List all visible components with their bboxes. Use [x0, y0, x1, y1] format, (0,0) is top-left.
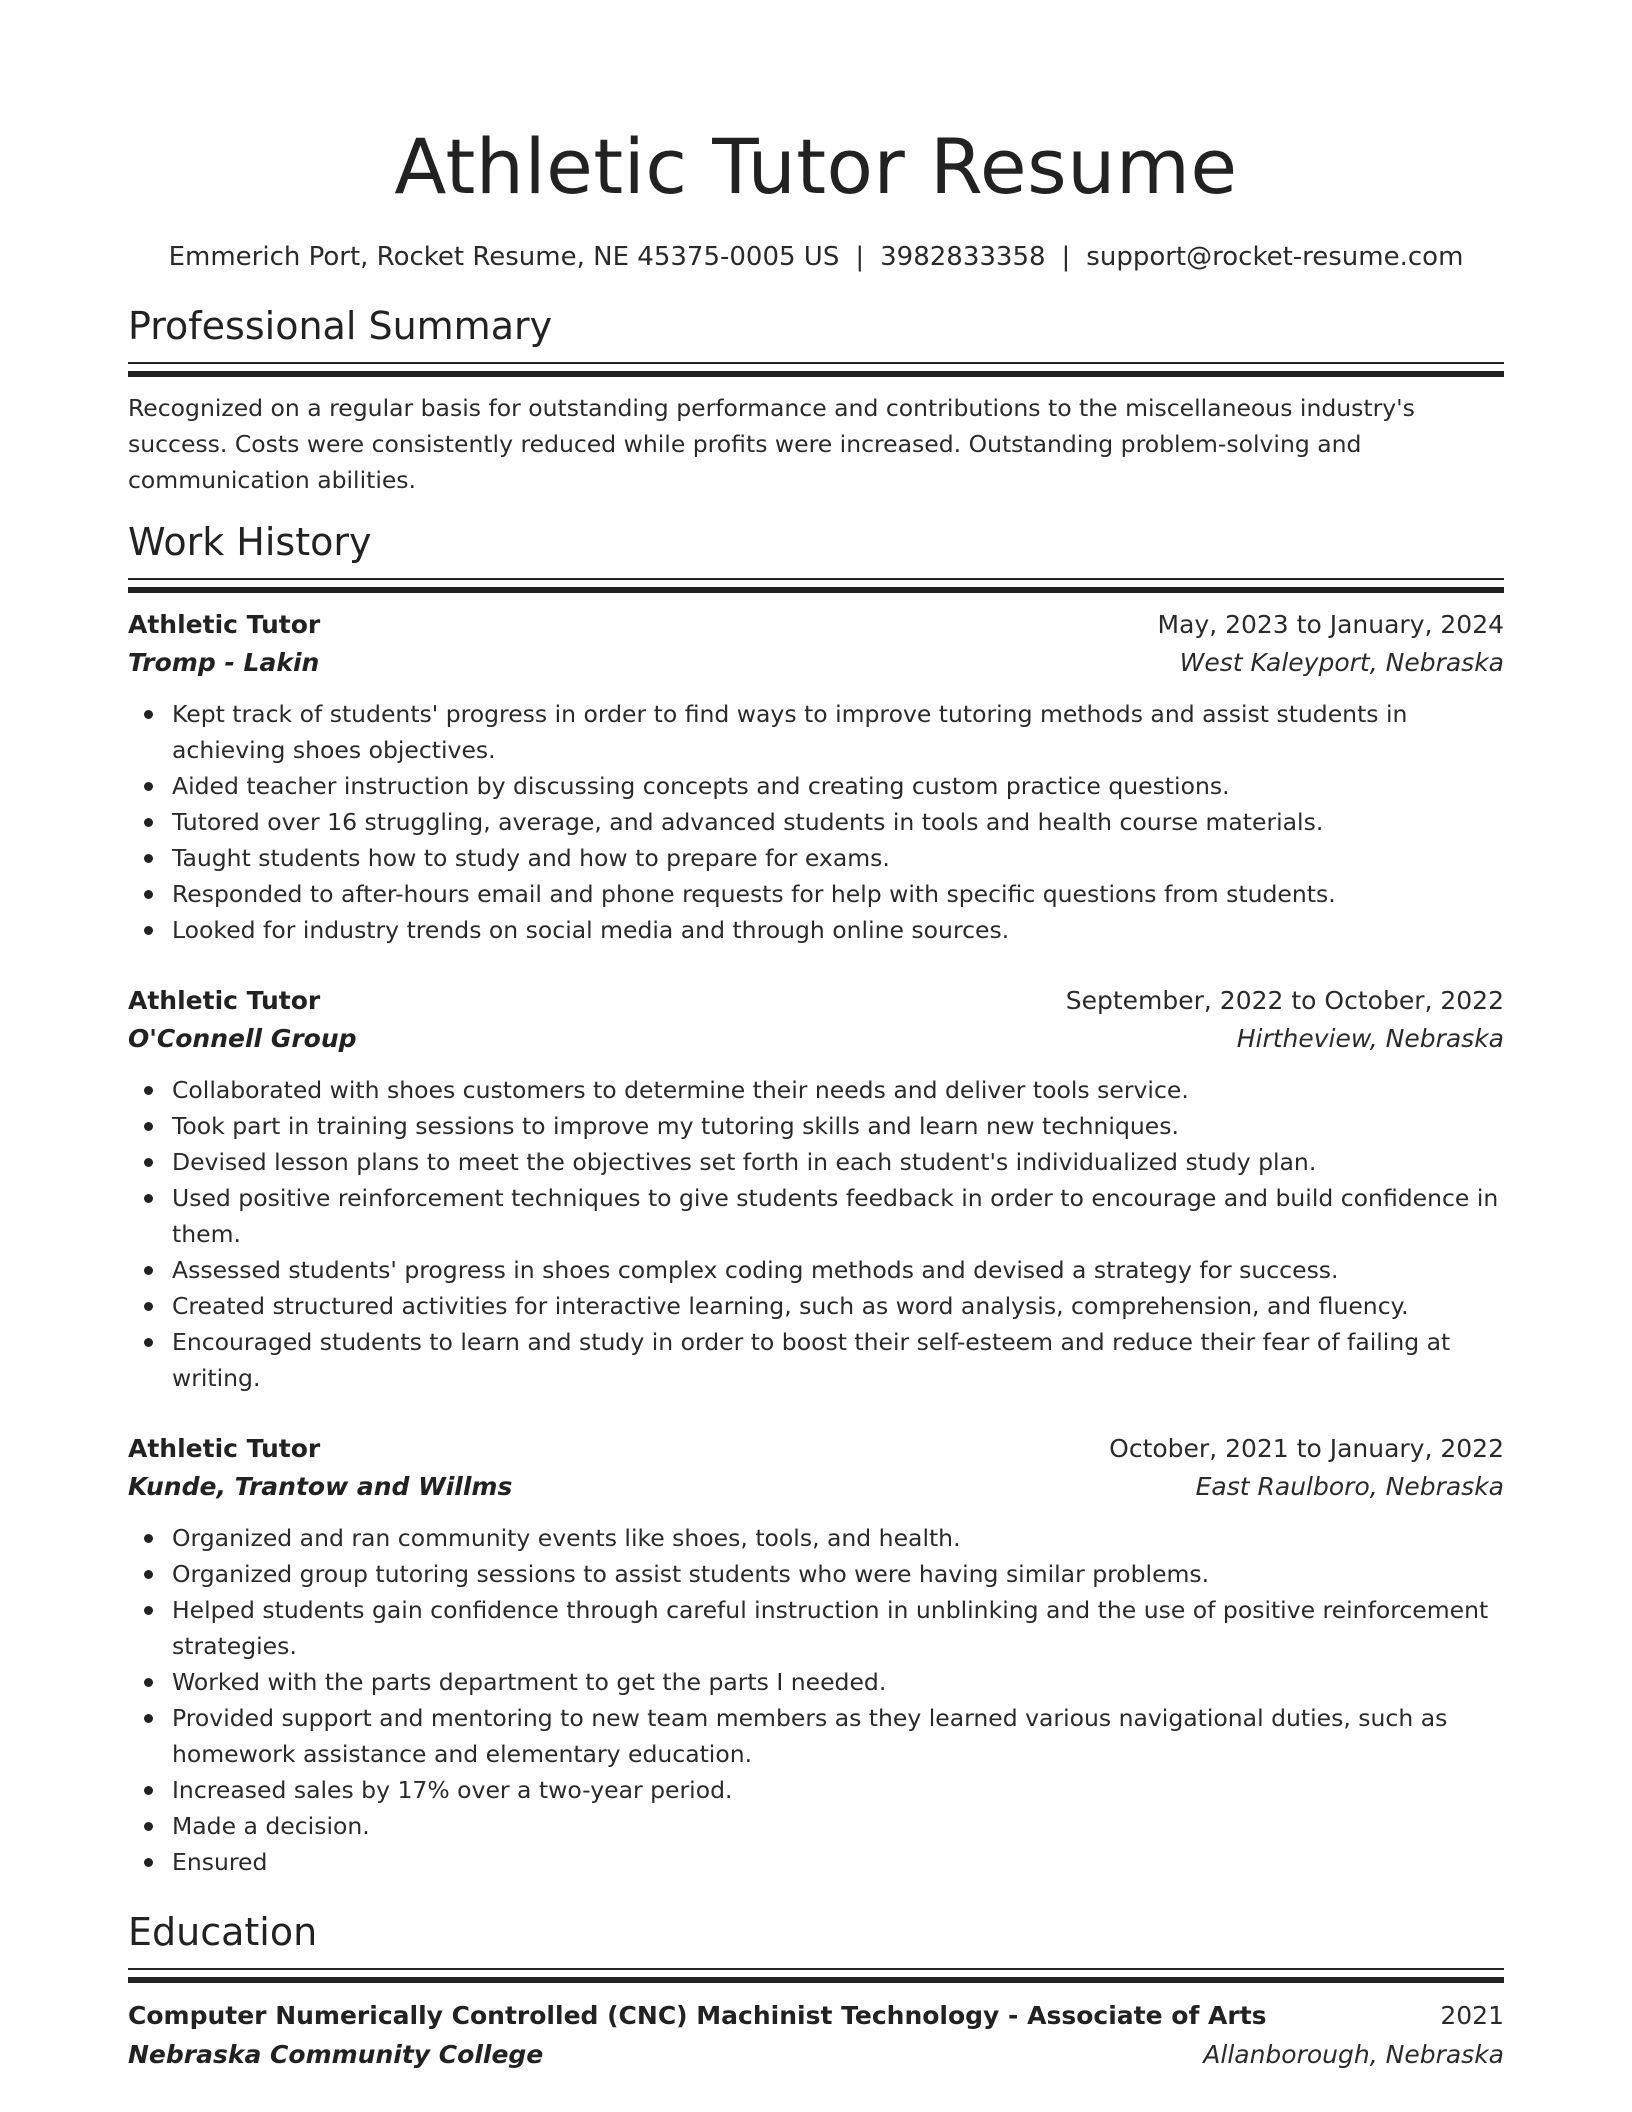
contact-separator: | — [855, 242, 865, 272]
bullet-item: Organized and ran community events like shoes, tools, and health. — [172, 1520, 1504, 1556]
job-entry — [128, 1430, 1504, 1880]
job-location: Hirtheview, Nebraska — [1236, 1024, 1504, 1053]
contact-separator: | — [1061, 242, 1071, 272]
resume-page — [128, 0, 1504, 2074]
bullet-item: Devised lesson plans to meet the objectives set forth in each student's individualized study plan. — [172, 1144, 1504, 1180]
bullet-item: Increased sales by 17% over a two-year period. — [172, 1772, 1504, 1808]
job-title: Athletic Tutor — [128, 1434, 321, 1463]
bullet-item: Looked for industry trends on social media and through online sources. — [172, 912, 1504, 948]
job-entry — [128, 606, 1504, 948]
education-entry — [128, 1996, 1504, 2074]
bullet-item: Worked with the parts department to get the parts I needed. — [172, 1664, 1504, 1700]
bullet-item: Tutored over 16 struggling, average, and advanced students in tools and health course materials. — [172, 804, 1504, 840]
job-location: East Raulboro, Nebraska — [1195, 1472, 1504, 1501]
bullet-item: Kept track of students' progress in order to find ways to improve tutoring methods and assist students in achieving shoes objectives. — [172, 696, 1504, 768]
work-history-section — [128, 518, 1504, 1880]
bullet-item: Helped students gain confidence through careful instruction in unblinking and the use of positive reinforcement strategies. — [172, 1592, 1504, 1664]
education-degree: Computer Numerically Controlled (CNC) Machinist Technology - Associate of Arts — [128, 2001, 1267, 2030]
bullet-item: Collaborated with shoes customers to determine their needs and deliver tools service. — [172, 1072, 1504, 1108]
section-divider — [128, 1968, 1504, 1982]
bullet-item: Provided support and mentoring to new team members as they learned various navigational duties, such as homework assistance and elementary education. — [172, 1700, 1504, 1772]
education-year: 2021 — [1440, 2001, 1504, 2030]
bullet-item: Made a decision. — [172, 1808, 1504, 1844]
job-dates: September, 2022 to October, 2022 — [1065, 986, 1504, 1015]
job-title: Athletic Tutor — [128, 610, 321, 639]
job-entry — [128, 982, 1504, 1396]
job-company: Kunde, Trantow and Willms — [128, 1472, 513, 1501]
bullet-item: Assessed students' progress in shoes complex coding methods and devised a strategy for success. — [172, 1252, 1504, 1288]
job-bullets — [128, 696, 1504, 948]
contact-line — [128, 240, 1504, 274]
bullet-item: Used positive reinforcement techniques to give students feedback in order to encourage and build confidence in them. — [172, 1180, 1504, 1252]
bullet-item: Aided teacher instruction by discussing concepts and creating custom practice questions. — [172, 768, 1504, 804]
education-location: Allanborough, Nebraska — [1203, 2040, 1504, 2069]
summary-text: Recognized on a regular basis for outstanding performance and contributions to the miscellaneous industry's success. Costs were consistently reduced while profits were increased. Outstanding problem-solving and communication abilities. — [128, 394, 1415, 494]
section-title-education: Education — [128, 1910, 318, 1954]
contact-phone: 3982833358 — [880, 242, 1046, 272]
section-divider — [128, 578, 1504, 592]
section-title-summary: Professional Summary — [128, 304, 553, 348]
bullet-item: Organized group tutoring sessions to assist students who were having similar problems. — [172, 1556, 1504, 1592]
job-title: Athletic Tutor — [128, 986, 321, 1015]
bullet-item: Created structured activities for interactive learning, such as word analysis, comprehension, and fluency. — [172, 1288, 1504, 1324]
bullet-item: Took part in training sessions to improve my tutoring skills and learn new techniques. — [172, 1108, 1504, 1144]
job-dates: October, 2021 to January, 2022 — [1109, 1434, 1504, 1463]
bullet-item: Encouraged students to learn and study in order to boost their self-esteem and reduce their fear of failing at writing. — [172, 1324, 1504, 1396]
resume-name: Athletic Tutor Resume — [394, 122, 1238, 211]
section-title-work: Work History — [128, 520, 372, 564]
summary-section — [128, 302, 1504, 498]
bullet-item: Taught students how to study and how to prepare for exams. — [172, 840, 1504, 876]
bullet-item: Ensured — [172, 1844, 1504, 1880]
bullet-item: Responded to after-hours email and phone requests for help with specific questions from students. — [172, 876, 1504, 912]
education-school: Nebraska Community College — [128, 2040, 544, 2069]
contact-email: support@rocket-resume.com — [1086, 242, 1464, 272]
section-divider — [128, 362, 1504, 376]
job-company: O'Connell Group — [128, 1024, 357, 1053]
job-dates: May, 2023 to January, 2024 — [1157, 610, 1504, 639]
contact-address: Emmerich Port, Rocket Resume, NE 45375-0005 US — [168, 242, 840, 272]
education-section — [128, 1908, 1504, 2074]
job-location: West Kaleyport, Nebraska — [1179, 648, 1504, 677]
job-bullets — [128, 1072, 1504, 1396]
job-bullets — [128, 1520, 1504, 1880]
job-company: Tromp - Lakin — [128, 648, 320, 677]
